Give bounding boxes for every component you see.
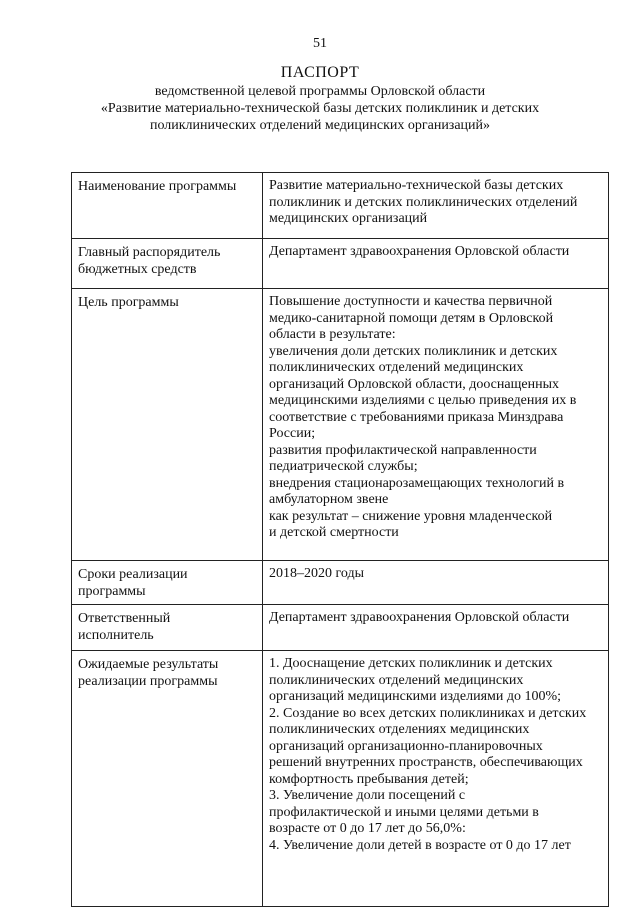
cell-text-line: организаций организационно-планировочных bbox=[269, 738, 543, 754]
cell-text-line: России; bbox=[269, 426, 316, 441]
cell-text-line: соответствие с требованиями приказа Минздрава bbox=[269, 409, 564, 425]
cell-text-line: бюджетных средств bbox=[78, 262, 197, 277]
cell-text-line: Департамент здравоохранения Орловской области bbox=[269, 610, 570, 625]
cell-text-line: организаций медицинскими изделиями до 100%; bbox=[269, 689, 562, 704]
header-subtitle-line-1: ведомственной целевой программы Орловской области bbox=[154, 84, 486, 99]
responsible-executor-value bbox=[263, 605, 609, 651]
cell-text-line: программы bbox=[78, 584, 146, 599]
cell-text-line: исполнитель bbox=[78, 628, 154, 643]
cell-text-line: поликлинических отделений медицинских bbox=[269, 672, 524, 688]
chief-manager-label bbox=[72, 239, 263, 289]
cell-text-line: 2. Создание во всех детских поликлиниках и детских bbox=[269, 705, 587, 721]
row-program-name bbox=[72, 173, 609, 239]
cell-text-line: поликлинических отделениях медицинских bbox=[269, 722, 530, 737]
program-goal-label bbox=[72, 289, 263, 561]
cell-text-line: Сроки реализации bbox=[78, 567, 188, 582]
cell-text-line: 2018–2020 годы bbox=[269, 566, 365, 581]
program-name-value bbox=[263, 173, 609, 239]
cell-text-line: поликлиник и детских поликлинических отделений bbox=[269, 194, 578, 210]
cell-text-line: Развитие материально-технической базы детских bbox=[269, 178, 564, 193]
page-number: 51 bbox=[313, 36, 327, 51]
row-expected-results bbox=[72, 651, 609, 907]
implementation-term-label bbox=[72, 561, 263, 605]
row-program-goal bbox=[72, 289, 609, 561]
cell-text-line: организаций Орловской области, дооснащенных bbox=[269, 376, 559, 392]
cell-text-line: развития профилактической направленности bbox=[269, 442, 537, 458]
expected-results-label bbox=[72, 651, 263, 907]
cell-text-line: Департамент здравоохранения Орловской области bbox=[269, 244, 570, 259]
cell-text-line: возрасте от 0 до 17 лет до 56,0%: bbox=[269, 821, 466, 836]
document-header bbox=[70, 64, 570, 134]
cell-text-line: реализации программы bbox=[78, 674, 218, 689]
cell-text-line: медико-санитарной помощи детям в Орловской bbox=[269, 310, 554, 326]
cell-text-line: области в результате: bbox=[269, 327, 396, 342]
program-name-label bbox=[72, 173, 263, 239]
cell-text-line: решений внутренних пространств, обеспечивающих bbox=[269, 755, 583, 770]
row-responsible-executor bbox=[72, 605, 609, 651]
cell-text-line: увеличения доли детских поликлиник и детских bbox=[269, 343, 558, 359]
header-subtitle-line-3: поликлинических отделений медицинских организаций» bbox=[149, 118, 491, 133]
program-goal-value bbox=[263, 289, 609, 561]
cell-text-line: Цель программы bbox=[78, 295, 179, 310]
row-chief-manager bbox=[72, 239, 609, 289]
cell-text-line: и детской смертности bbox=[269, 525, 399, 540]
cell-text-line: 4. Увеличение доли детей в возрасте от 0 до 17 лет bbox=[269, 837, 571, 853]
expected-results-value bbox=[263, 651, 609, 907]
cell-text-line: амбулаторном звене bbox=[269, 492, 389, 507]
cell-text-line: Наименование программы bbox=[78, 179, 237, 194]
cell-text-line: 1. Дооснащение детских поликлиник и детских bbox=[269, 656, 553, 671]
document-title: ПАСПОРТ bbox=[280, 64, 360, 81]
responsible-executor-label bbox=[72, 605, 263, 651]
cell-text-line: комфортность пребывания детей; bbox=[269, 771, 469, 787]
cell-text-line: медицинскими изделиями с целью приведения их в bbox=[269, 393, 577, 408]
cell-text-line: профилактической и иными целями детьми в bbox=[269, 804, 539, 820]
cell-text-line: педиатрической службы; bbox=[269, 459, 418, 474]
cell-text-line: Ожидаемые результаты bbox=[78, 657, 219, 672]
cell-text-line: как результат – снижение уровня младенческой bbox=[269, 508, 553, 524]
passport-table bbox=[71, 172, 609, 907]
cell-text-line: медицинских организаций bbox=[269, 211, 428, 226]
cell-text-line: Главный распорядитель bbox=[78, 245, 221, 260]
cell-text-line: Повышение доступности и качества первичной bbox=[269, 294, 553, 309]
chief-manager-value bbox=[263, 239, 609, 289]
cell-text-line: внедрения стационарозамещающих технологий в bbox=[269, 475, 565, 491]
cell-text-line: Ответственный bbox=[78, 611, 171, 626]
cell-text-line: 3. Увеличение доли посещений с bbox=[269, 788, 466, 803]
implementation-term-value bbox=[263, 561, 609, 605]
header-subtitle-line-2: «Развитие материально-технической базы детских поликлиник и детских bbox=[100, 101, 540, 116]
cell-text-line: поликлинических отделений медицинских bbox=[269, 360, 524, 375]
row-implementation-term bbox=[72, 561, 609, 605]
